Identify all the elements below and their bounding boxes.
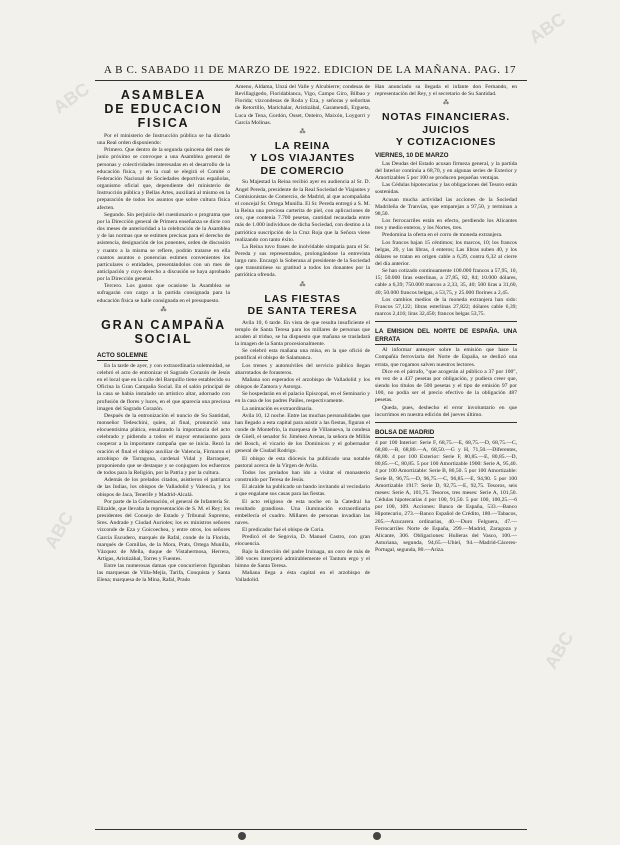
asamblea-headline: ASAMBLEA DE EDUCACION FISICA	[104, 88, 223, 130]
paragraph: Dice en el párrafo, "que acogerán al público a 37 por 100", en vez de a 437 pesetas por obligación, y pudiera creer que, siendo los títulos de 500 pesetas y el tipo de emisión 97 por 100, no podía ser el precio efectivo de la obligación 487 pesetas.	[375, 368, 517, 404]
paragraph: Las Cédulas hipotecarias y las obligaciones del Tesoro están sostenidas.	[375, 182, 517, 196]
paragraph: El obispo de esta diócesis ha publicado una notable pastoral acerca de la Virgen de Avila.	[235, 455, 370, 469]
paragraph: Los cambios medios de la moneda extranjera han sido: Francos 57,122; libras esterlinas 27,822; dólares cable 6,39; marcos 2,416; liras 32,450; francos belgas 53,75.	[375, 296, 517, 318]
paragraph: Después de la entronización el nuncio de Su Santidad, monseñor Tedeschini, quien, al final, pronunció una elocuentísima plática, ensalzando la importancia del acto celebrado y pidiendo a todos el mayor entusiasmo para cooperar a la importante campaña que se inicia. Rezó la oración el final el obispo auxiliar de Valencia, Firmaron el arzobispo de Tarragona, cardenal Vidal y Barraquer, proponiendo que se destaque y se conjuguen los esfuerzos de todos para la Religión, por la Patria y por la cultura.	[97, 412, 230, 477]
paragraph: Además de los prelados citados, asistieron el patriarca de las Indias, los obispos de Valladolid y Valencia, y los obispos de Jaca, Tenerife y Madrid-Alcalá.	[97, 477, 230, 498]
paragraph: Avila 10, 6 tarde. En vista de que resulta insuficiente el templo de Santa Teresa para los millares de personas que acuden al triduo, se ha dispuesto que mañana se trasladará la imagen de la Santa procesionalmente.	[235, 319, 370, 348]
paragraph: Predomina la oferta en el corro de moneda extranjera.	[382, 232, 503, 239]
paragraph: Ameno, Aldama, Unzá del Valle y Alcubierre; condesas de Revillagigedo, Floridablanca, Vigo, Campo Giro, Bilbao y Florida; vizcondesas de Roda y Eza, y señoras y señoritas de Retortillo, Marichalar, Aristizábal, Garamendi, Ergueta, Luca de Tena, Gordón, Osset, Onteiro, Maixón, Loygorri y García Molinas.	[235, 84, 370, 126]
paragraph: Predicó el de Segovia, D. Manuel Castro, con gran elocuencia.	[235, 534, 370, 548]
watermark-stamp-right: ABC	[525, 8, 569, 48]
paragraph: Queda, pues, deshecho el error involuntario en que incurrimos en nuestra edición del jueves último.	[375, 404, 517, 418]
paragraph: Por parte de la Gobernación, el general de Infantería Sr. Elizalde, que llevaba la representación de S. M. el Rey; los presidentes del Consejo de Estado y Tribunal Supremo, Sres. Andrade y Ciudad Aurioles; los ex ministros señores vizconde de Eza y Goicoechea, y entre otros, los señores García Escudero, marqués de Rafal, conde de la Florida, marqués de Comillas, de la Mora, Prats, Ortega Munilla, Vázquez de Mella, duque de Vistahermosa, Herrera, Artigas, Aristizábal, Torres y Fuentes.	[97, 498, 230, 562]
paragraph: Entre las numerosas damas que concurrieron figuraban las marquesas de Villa-Mejía, Tarifa, Conquista y Santa Elena; marquesa de la Mina, Rafal, Prado	[97, 563, 230, 584]
paragraph: Segundo. Sin perjuicio del cuestionario o programa que por la Dirección general de Primera enseñanza se dicte con dos meses de anterioridad a la celebración de la Asamblea y de las normas que se estimen precisas para el derecho de asistencia, designación de los ponentes, orden de discusión y cuanto a la misma se refiere, podrán tratarse en ella cuantos asuntos o ponencias estimen convenientes los particulares o entidades, presentándolos con un mes de anticipación y cuyo derecho a discusión se haya aprobado por la Dirección general.	[97, 211, 230, 283]
paragraph: El acto religioso de esta noche en la Catedral ha resultado grandioso. Una iluminación extraordinaria embellecía el cuadro. Millares de personas invadían las naves.	[235, 498, 370, 526]
section-rule	[375, 422, 517, 423]
paragraph: Se celebró esta mañana una misa, en la que ofició de pontifical el obispo de Salamanca.	[235, 348, 370, 362]
footer-rule	[95, 829, 527, 830]
header-rule	[95, 80, 527, 81]
paragraph: Al informar anteayer sobre la emisión que hace la Compañía ferroviaria del Norte de España, se deslizó una errata, que rogamos salven nuestros lectores.	[375, 347, 517, 368]
paragraph: Los francos bajan 15 céntimos; los marcos, 10; los francos belgas, 20, y las libras, 4 enteros; Las libras suben 40, y los dólares se tratan en origen cable a 6,39, contra 6,32 al cierre del día anterior.	[375, 239, 517, 267]
ornament-divider: ⁂	[160, 306, 167, 313]
paragraph: Han anunciado su llegada el infante don Fernando, en representación del Rey, y el secretario de Su Santidad.	[375, 84, 517, 98]
paragraph: Tercero. Los gastos que ocasione la Asamblea se sufragarán con cargo a la partida consignada para la educación física se halle consignada en el presupuesto.	[97, 283, 230, 304]
binding-hole-left	[238, 832, 246, 840]
ornament-divider: ⁂	[299, 281, 306, 288]
paragraph: Los trenes y automóviles del servicio público llegan abarrotados de forasteros.	[235, 362, 370, 376]
watermark-stamp-bottom-right: ABC	[540, 628, 578, 673]
paragraph: Los ferrocarriles están en efecto, perdiendo los Alicantes tres y medio enteros, y los Nortes, tres.	[375, 218, 517, 232]
paragraph: Por el ministerio de Instrucción pública se ha dictado una Real orden disponiendo:	[97, 133, 230, 147]
column-3	[375, 84, 517, 826]
running-head: A B C. SABADO 11 DE MARZO DE 1922. EDICION DE LA MAÑANA. PAG. 17	[103, 64, 517, 76]
dateline: VIERNES, 10 DE MARZO	[375, 151, 449, 159]
reina-headline: LA REINA Y LOS VIAJANTES DE COMERCIO	[249, 139, 356, 177]
emision-subheading: LA EMISION DEL NORTE DE ESPAÑA. UNA ERRATA	[375, 328, 517, 344]
paragraph: La Reina tuvo frases de inolvidable simpatía para el Sr. Pereda y sus representados, prolongándose la entrevista largo rato. Encargó la Soberana al presidente de la Sociedad que transmitiese su gratitud a todos los donantes por la patriótica ofrenda.	[235, 243, 370, 279]
notas-headline: NOTAS FINANCIERAS. JUICIOS Y COTIZACIONES	[382, 111, 510, 149]
paragraph: Mañana son esperados el arzobispo de Valladolid y los obispos de Zamora y Astorga.	[235, 376, 370, 391]
campaign-headline: GRAN CAMPAÑA SOCIAL	[101, 317, 226, 346]
bolsa-subheading: BOLSA DE MADRID	[375, 428, 435, 436]
acto-subheading: ACTO SOLEMNE	[97, 351, 148, 359]
paragraph: Mañana llega a ésta capital en el arzobispo de Valladolid.	[235, 570, 370, 584]
paragraph: Avila 10, 12 noche. Entre las muchas personalidades que han llegado a esta capital para asistir a las fiestas, figuran el conde de Montefrío, la marquesa de Villanueva, la condesa de Güell, el senador Sr. Jiménez Arenas, la señora de Millás del Bosch, el vicario de los Dominicos y el gobernador general de Ciudad Rodrigo.	[235, 412, 370, 455]
column-1	[97, 84, 230, 826]
fiestas-headline: LAS FIESTAS DE SANTA TERESA	[247, 292, 358, 318]
ornament-divider: ⁂	[299, 128, 306, 135]
section-rule	[375, 321, 517, 322]
paragraph: Se hospedarán en el palacio Episcopal, en el Seminario y en la casa de los padres Paúles, respectivamente.	[235, 391, 370, 405]
paragraph: Todos los prelados han ido a visitar el monasterio construido por Teresa de Jesús.	[235, 469, 370, 484]
paragraph: Se han cotizado continuamente 100.000 francos a 57,95, 10, 15; 50.000 liras esterlinas, a 27,85, 82, 84; 10.000 dólares, cable a 6,39; 750.000 marcos a 2,33, 35, 40; 500 liras a 31,60, 40; 50.000 francos belgas, a 53,75, y 25.000 florines a 2,45.	[375, 268, 517, 296]
paragraph: Primero. Que dentro de la segunda quincena del mes de junio próximo se convoque a una Asamblea general de personas y colectividades interesadas en el desarrollo de la educación física, y en la cual se elegirá el Comité o Federación Nacional de Sociedades deportivas españolas, organismo oficial que, dependiente del ministerio de Instrucción pública y Bellas Artes, auxiliará al mismo en la preparación de todos los asuntos que sobre cultura física afecten.	[97, 147, 230, 211]
paragraph: Acusan mucha actividad las acciones de la Sociedad Madrileña de Tranvías, que emparejan a 97,50, y terminan a 98,50.	[375, 196, 517, 217]
watermark-stamp-left: ABC	[49, 78, 93, 118]
paragraph: En la tarde de ayer, y con extraordinaria solemnidad, se celebró el acto de entronizar el Sagrado Corazón de Jesús en el local que en la calle del Barquillo tiene establecido su Oficina la Gran Campaña Social. En el salón principal de la casa se había instalado un artístico altar, adornado con profusión de flores y luces, en el que aparecía una preciosa imagen del Sagrado Corazón.	[97, 362, 230, 412]
paragraph: Las Deudas del Estado acusan firmeza general, y la partida del Interior continúa a 68,70, y en algunas series de Exterior y Amortizables 5 por 100 se producen pequeñas ventajas.	[375, 160, 517, 182]
paragraph: El predicador fué el obispo de Coria.	[242, 527, 325, 534]
paragraph: Bajo la dirección del padre Iruinaga, un coro de más de 300 voces interpretó admirablemente el Tantum ergo y el himno de Santa Teresa.	[235, 548, 370, 569]
paragraph: El alcalde ha publicado un bando invitando al vecindario a que engalane sus casas para las fiestas.	[235, 484, 370, 498]
stock-quotes: 4 por 100 Interior: Serie F, 68,75.—E, 68,75.—D, 68,75.—C, 68,80.—B, 68,80.—A, 68,50.—G y H, 71,50.—Diferentes, 68,80. 4 por 100 Exterior: Serie F, 80,85.—E, 80,85.—D, 80,85.—C, 80,85. 5 por 100 Amortizable 1900: Serie A, 95,40. 4 por 100 Amortizable: Serie B, 86,50. 5 por 100 Amortizable: Serie B, 96,75.—D, 96,75.—C, 96,85.—E, 94,90. 5 por 100 Amortizable 1917: Serie D, 92,75.—E, 92,75. Tesoros, seis meses: Serie A, 101,75. Tesoros, tres meses: Serie A, 101,50. Cédulas hipotecarias 4 por 100, 91,50. 5 por 100, 100,25.—6 por 100, 109. Acciones: Banco de España, 533.—Banco Hipotecario, 273.—Banco Español de Crédito, 180.—Tabacos, 205.—Azucarera ordinarias, 40.—Duro Felguera, 47.—Ferrocarriles Norte de España, 299.—Madrid, Zaragoza y Alicante, 306. Obligaciones: Hulleras del Vasco, 100.—Asturiana, segunda, 94,65.—Ubiel, 94.—Madrid-Cáceres-Portugal, segunda, 80.—Ariza.	[375, 439, 517, 554]
watermark-stamp-bottom-left: ABC	[40, 508, 78, 553]
ornament-divider: ⁂	[443, 100, 449, 107]
paragraph: Su Majestad la Reina recibió ayer en audiencia al Sr. D. Angel Pereda, presidente de la Real Sociedad de Viajantes y Comisionistas de Comercio, de Madrid, al que acompañaba el concejal Sr. Ortega Munilla. El Sr. Pereda entregó a S. M. la Reina una preciosa carterita de piel, con aplicaciones de oro, que contenía 7.700 pesetas, cantidad recaudada entre más de 1.000 individuos de dicha Sociedad, con destino a la patriótica suscripción de la Cruz Roja que la Señora viene realizando con tanto éxito.	[235, 179, 370, 243]
binding-hole-right	[373, 832, 381, 840]
paragraph: La animación es extraordinaria.	[242, 405, 313, 412]
column-2	[235, 84, 370, 826]
